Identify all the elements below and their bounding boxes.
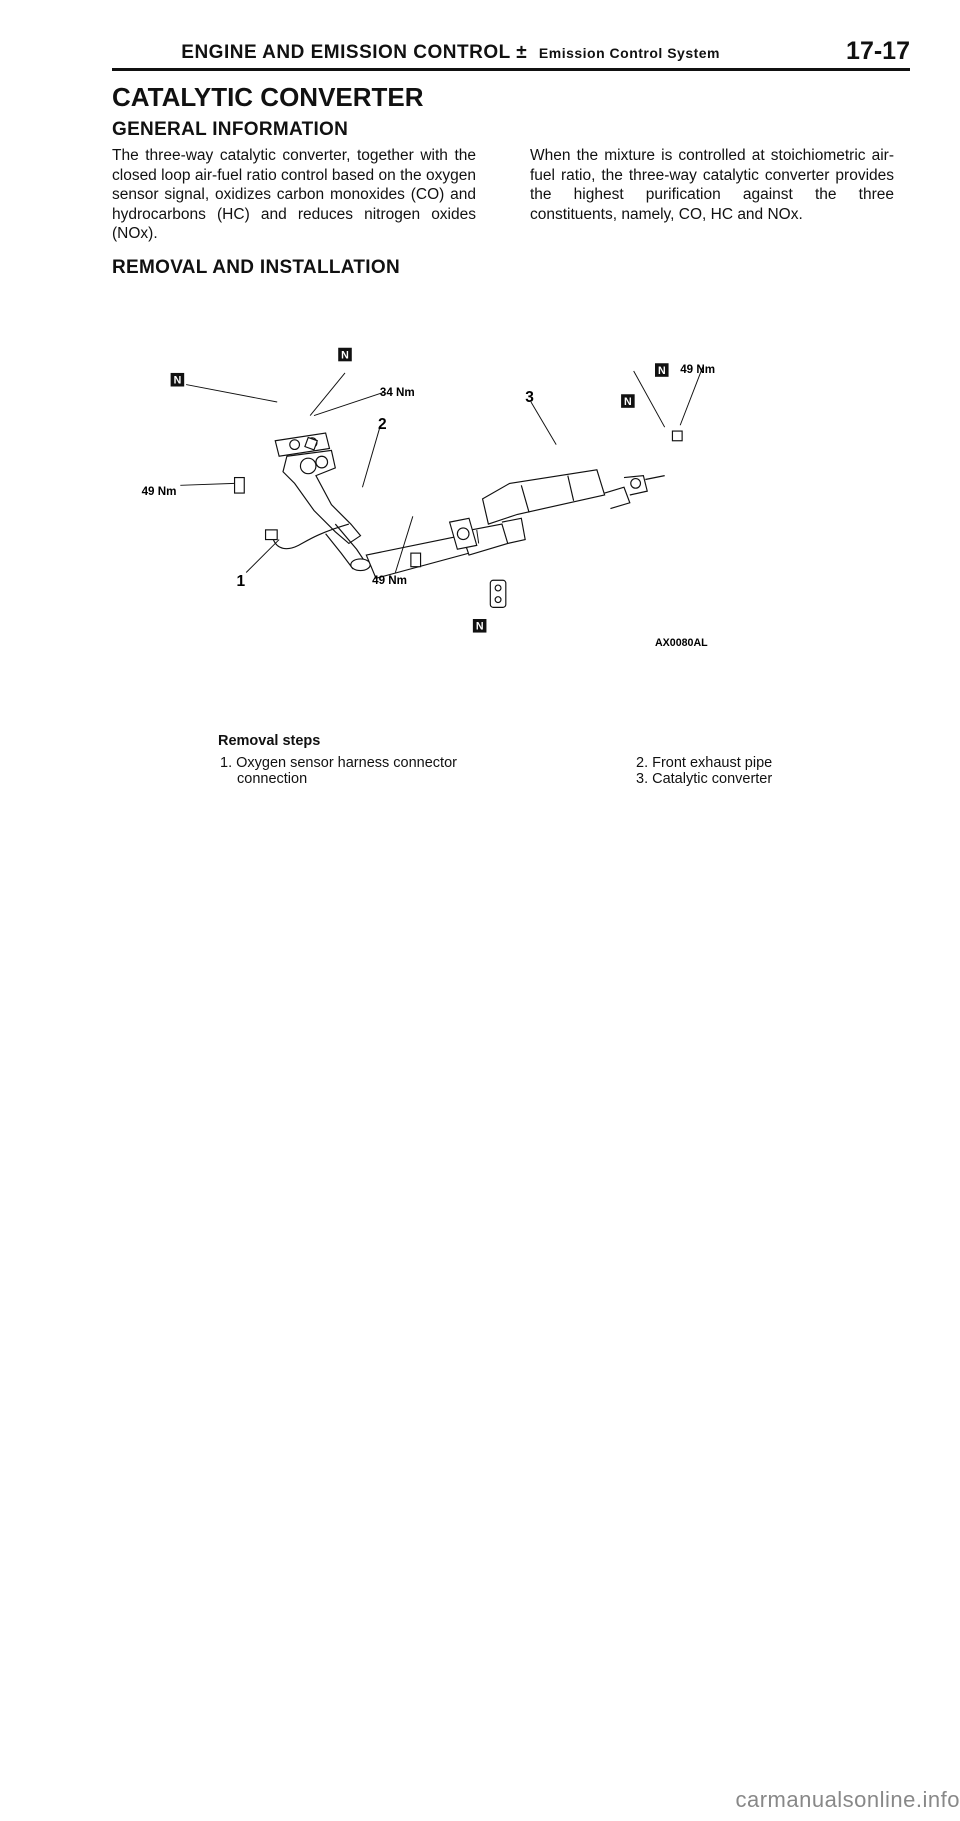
part-label-2: 2 <box>377 416 387 434</box>
removal-steps-title: Removal steps <box>218 733 321 749</box>
oxygen-sensor-part <box>266 524 349 549</box>
steps-right-column <box>636 755 836 787</box>
removal-heading: REMOVAL AND INSTALLATION <box>112 257 400 278</box>
header-title: ENGINE AND EMISSION CONTROL <box>181 42 511 63</box>
general-info-left-text: The three-way catalytic converter, together with the closed loop air-fuel ratio control based on the oxygen sensor signal, oxidizes carbon monoxides (CO) and hydrocarbons (HC) and reduces nitrogen oxides (NOx). <box>112 147 476 242</box>
pre-catalyst-tube <box>366 518 525 578</box>
watermark: carmanualsonline.info <box>735 1787 960 1812</box>
exhaust-diagram-svg <box>130 340 870 650</box>
header-subtitle: Emission Control System <box>538 45 720 61</box>
torque-label-49-left: 49 Nm <box>141 485 177 498</box>
svg-text:N: N <box>475 620 484 633</box>
step-1-line-1: 1. Oxygen sensor harness connector <box>220 755 457 771</box>
step-2: 2. Front exhaust pipe <box>636 755 773 771</box>
removal-steps <box>218 733 818 787</box>
header-title-group <box>181 42 720 64</box>
torque-label-49-top: 49 Nm <box>680 362 716 376</box>
n-badge-2 <box>338 348 352 362</box>
n-badge-5 <box>473 619 487 633</box>
n-badge-1 <box>171 373 185 387</box>
header-separator: ± <box>516 42 528 63</box>
steps-left-column <box>220 755 500 787</box>
part-label-1: 1 <box>236 573 246 591</box>
general-info-heading: GENERAL INFORMATION <box>112 119 349 140</box>
front-pipe-part <box>283 450 370 570</box>
step-1-line-2: connection <box>237 771 308 787</box>
section-title: CATALYTIC CONVERTER <box>112 82 424 112</box>
exhaust-diagram <box>130 340 870 650</box>
part-label-3: 3 <box>525 389 534 406</box>
page-header <box>112 34 910 71</box>
catalytic-converter-part <box>483 470 665 524</box>
n-badge-3 <box>621 394 635 408</box>
rubber-hanger <box>490 580 506 607</box>
svg-text:N: N <box>341 349 349 362</box>
torque-label-49-bottom: 49 Nm <box>372 574 407 588</box>
figure-code: AX0080AL <box>655 637 708 650</box>
svg-text:N: N <box>173 374 182 387</box>
svg-text:N: N <box>657 364 666 377</box>
torque-label-34: 34 Nm <box>379 386 415 400</box>
general-info-right-text: When the mixture is controlled at stoichiometric air-fuel ratio, the three-way catalytic converter provides the highest purification against the three constituents, namely, CO, HC and NOx. <box>530 147 894 223</box>
svg-text:N: N <box>624 395 632 408</box>
page-number: 17-17 <box>846 37 910 65</box>
n-badge-4 <box>655 363 669 377</box>
step-3: 3. Catalytic converter <box>636 771 773 787</box>
